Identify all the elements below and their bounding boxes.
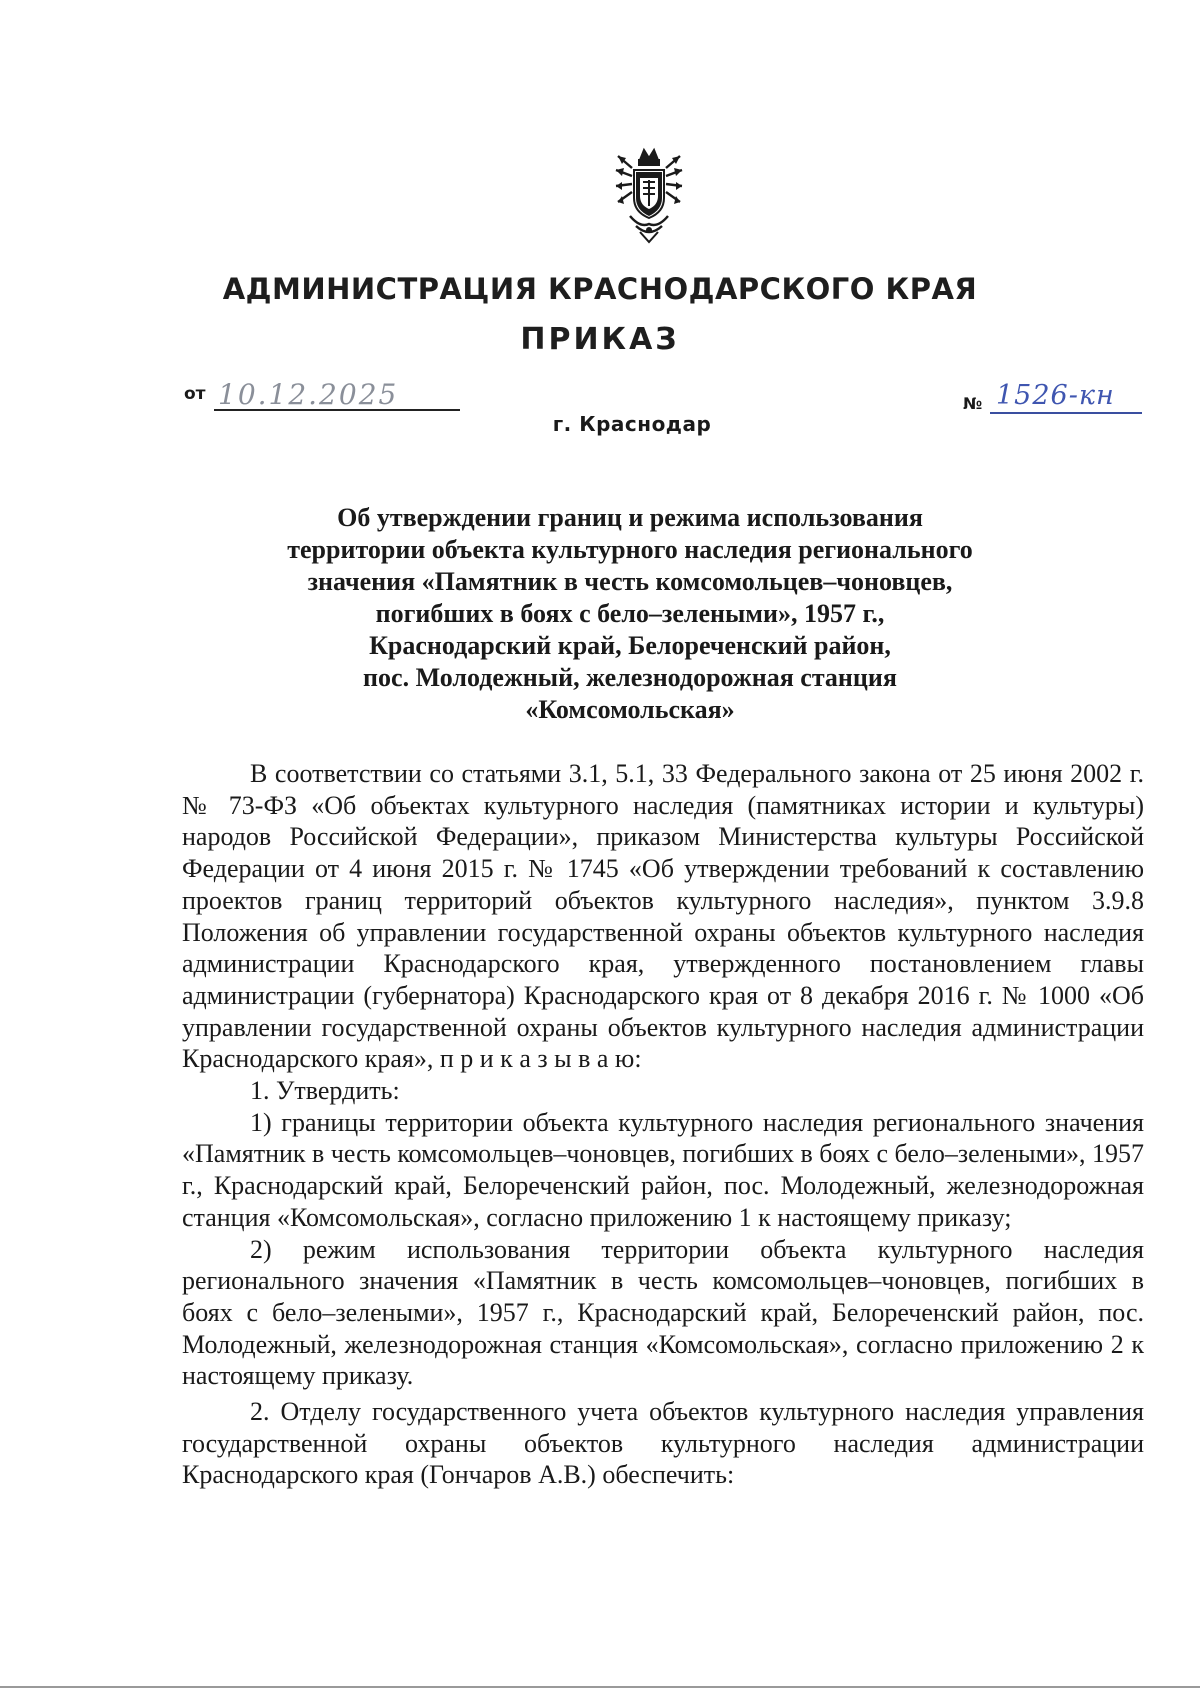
- subject-line: «Комсомольская»: [525, 695, 735, 724]
- subject-line: Краснодарский край, Белореченский район,: [369, 631, 891, 660]
- order-subject: [250, 502, 1010, 726]
- body-paragraph: 1) границы территории объекта культурного наследия регионального значения «Памятник в честь комсомольцев–чоновцев, погибших в боях с бело–зелеными», 1957 г., Краснодарский край, Белореченский район, пос. Молодежный, железнодорожная станция «Комсомольская», согласно приложению 1 к настоящему приказу;: [182, 1107, 1144, 1232]
- page-bottom-rule: [0, 1686, 1200, 1688]
- handwritten-date: 10.12.2025: [218, 378, 399, 411]
- date-prefix: от: [184, 384, 206, 404]
- organization-title: АДМИНИСТРАЦИЯ КРАСНОДАРСКОГО КРАЯ: [222, 272, 978, 306]
- body-paragraph: 1. Утвердить:: [250, 1076, 400, 1106]
- number-prefix: №: [963, 394, 983, 413]
- document-type-title: ПРИКАЗ: [520, 322, 680, 357]
- city-label: г. Краснодар: [552, 412, 712, 436]
- subject-line: Об утверждении границ и режима использования: [337, 503, 923, 532]
- coat-of-arms-icon: [612, 146, 686, 246]
- subject-line: погибших в боях с бело–зелеными», 1957 г.,: [375, 599, 885, 628]
- subject-line: территории объекта культурного наследия регионального: [287, 535, 973, 564]
- date-underline: [214, 409, 460, 411]
- handwritten-number: 1526-кн: [996, 380, 1115, 411]
- subject-line: пос. Молодежный, железнодорожная станция: [363, 663, 897, 692]
- body-paragraph: 2) режим использования территории объекта культурного наследия регионального значения «Памятник в честь комсомольцев–чоновцев, погибших в боях с бело–зелеными», 1957 г., Краснодарский край, Белореченский район, пос. Молодежный, железнодорожная станция «Комсомольская», согласно приложению 2 к настоящему приказу.: [182, 1234, 1144, 1391]
- body-paragraph: 2. Отделу государственного учета объектов культурного наследия управления государственной охраны объектов культурного наследия администрации Краснодарского края (Гончаров А.В.) обеспечить:: [182, 1397, 1144, 1490]
- body-paragraph: В соответствии со статьями 3.1, 5.1, 33 Федерального закона от 25 июня 2002 г. № 73-ФЗ «Об объектах культурного наследия (памятниках истории и культуры) народов Российской Федерации», приказом Министерства культуры Российской Федерации от 4 июня 2015 г. № 1745 «Об утверждении требований к составлению проектов границ территорий объектов культурного наследия», пунктом 3.9.8 Положения об управлении государственной охраны объектов культурного наследия администрации Краснодарского края, утвержденного постановлением главы администрации (губернатора) Краснодарского края от 8 декабря 2016 г. № 1000 «Об управлении государственной охраны объектов культурного наследия администрации Краснодарского края», п р и к а з ы в а ю:: [182, 759, 1144, 1074]
- order-body: [182, 758, 1144, 1491]
- subject-line: значения «Памятник в честь комсомольцев–чоновцев,: [307, 567, 953, 596]
